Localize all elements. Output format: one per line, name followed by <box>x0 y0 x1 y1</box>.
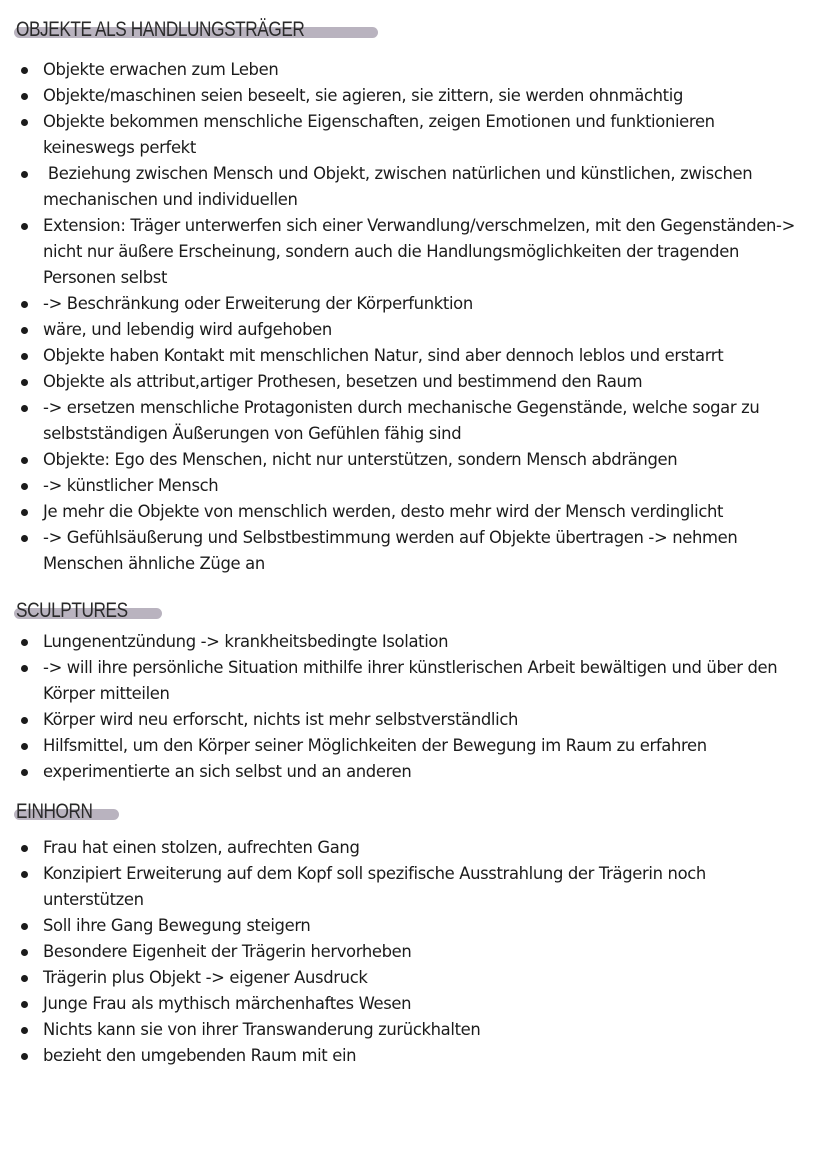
list-item-text: Frau hat einen stolzen, aufrechten Gang <box>43 838 360 857</box>
bullet-icon <box>21 119 28 126</box>
list-item <box>0 213 828 291</box>
bullet-icon <box>21 1001 28 1008</box>
list-item <box>0 395 828 447</box>
list-item <box>0 473 828 499</box>
list-item <box>0 655 828 707</box>
bullet-icon <box>21 171 28 178</box>
list-item-text: Körper wird neu erforscht, nichts ist mehr selbstverständlich <box>43 710 519 729</box>
list-item-text: Beziehung zwischen Mensch und Objekt, zwischen natürlichen und künstlichen, zwischen mechanischen und individuellen <box>43 164 758 209</box>
bullet-icon <box>21 535 28 542</box>
list-item <box>0 991 828 1017</box>
bullet-icon <box>21 975 28 982</box>
bullet-icon <box>21 379 28 386</box>
list-item <box>0 317 828 343</box>
section-heading <box>16 596 152 626</box>
bullet-icon <box>21 639 28 646</box>
bullet-icon <box>21 949 28 956</box>
bullet-icon <box>21 405 28 412</box>
bullet-list <box>0 57 828 577</box>
list-item <box>0 965 828 991</box>
list-item <box>0 1043 828 1069</box>
list-item <box>0 939 828 965</box>
bullet-icon <box>21 743 28 750</box>
list-item-text: Objekte/maschinen seien beseelt, sie agieren, sie zittern, sie werden ohnmächtig <box>43 86 683 105</box>
list-item-text: wäre, und lebendig wird aufgehoben <box>43 320 332 339</box>
bullet-icon <box>21 665 28 672</box>
section-einhorn <box>0 797 828 1069</box>
section-heading-text: EINHORN <box>16 800 93 823</box>
list-item <box>0 161 828 213</box>
list-item <box>0 707 828 733</box>
list-item-text: Besondere Eigenheit der Trägerin hervorheben <box>43 942 412 961</box>
bullet-list <box>0 629 828 785</box>
list-item-text: Objekte: Ego des Menschen, nicht nur unterstützen, sondern Mensch abdrängen <box>43 450 678 469</box>
list-item-text: Konzipiert Erweiterung auf dem Kopf soll spezifische Ausstrahlung der Trägerin noch unterstützen <box>43 864 706 909</box>
bullet-icon <box>21 509 28 516</box>
bullet-icon <box>21 923 28 930</box>
list-item-text: Extension: Träger unterwerfen sich einer Verwandlung/verschmelzen, mit den Gegenständen-> nicht nur äußere Erscheinung, sondern auch die Handlungsmöglichkeiten der tragenden Personen selbst <box>43 216 795 287</box>
list-item-text: Trägerin plus Objekt -> eigener Ausdruck <box>43 968 368 987</box>
bullet-icon <box>21 67 28 74</box>
bullet-icon <box>21 871 28 878</box>
list-item-text: -> ersetzen menschliche Protagonisten durch mechanische Gegenstände, welche sogar zu selbstständigen Äußerungen von Gefühlen fähig sind <box>43 398 760 443</box>
list-item <box>0 109 828 161</box>
list-item-text: Nichts kann sie von ihrer Transwanderung zurückhalten <box>43 1020 481 1039</box>
section-heading-text: SCULPTURES <box>16 599 128 622</box>
list-item-text: Objekte als attribut,artiger Prothesen, besetzen und bestimmend den Raum <box>43 372 643 391</box>
list-item <box>0 629 828 655</box>
section-sculptures <box>0 596 828 785</box>
list-item <box>0 835 828 861</box>
list-item-text: -> will ihre persönliche Situation mithilfe ihrer künstlerischen Arbeit bewältigen und über den Körper mitteilen <box>43 658 778 703</box>
bullet-list <box>0 835 828 1069</box>
list-item-text: Junge Frau als mythisch märchenhaftes Wesen <box>43 994 412 1013</box>
list-item-text: experimentierte an sich selbst und an anderen <box>43 762 412 781</box>
list-item-text: Je mehr die Objekte von menschlich werden, desto mehr wird der Mensch verdinglicht <box>43 502 724 521</box>
list-item-text: Objekte haben Kontakt mit menschlichen Natur, sind aber dennoch leblos und erstarrt <box>43 346 724 365</box>
bullet-icon <box>21 327 28 334</box>
list-item <box>0 369 828 395</box>
list-item <box>0 499 828 525</box>
section-heading <box>16 797 109 827</box>
bullet-icon <box>21 223 28 230</box>
bullet-icon <box>21 717 28 724</box>
bullet-icon <box>21 845 28 852</box>
list-item <box>0 525 828 577</box>
list-item <box>0 733 828 759</box>
list-item-text: Objekte erwachen zum Leben <box>43 60 279 79</box>
bullet-icon <box>21 301 28 308</box>
bullet-icon <box>21 93 28 100</box>
list-item <box>0 1017 828 1043</box>
bullet-icon <box>21 769 28 776</box>
list-item-text: bezieht den umgebenden Raum mit ein <box>43 1046 357 1065</box>
list-item-text: Soll ihre Gang Bewegung steigern <box>43 916 311 935</box>
list-item <box>0 447 828 473</box>
list-item-text: Lungenentzündung -> krankheitsbedingte Isolation <box>43 632 449 651</box>
list-item <box>0 861 828 913</box>
list-item-text: -> Gefühlsäußerung und Selbstbestimmung werden auf Objekte übertragen -> nehmen Menschen ähnliche Züge an <box>43 528 738 573</box>
section-heading <box>16 15 368 45</box>
list-item <box>0 343 828 369</box>
list-item-text: Hilfsmittel, um den Körper seiner Möglichkeiten der Bewegung im Raum zu erfahren <box>43 736 707 755</box>
section-objekte-als-handlungstraeger <box>0 15 828 577</box>
list-item <box>0 83 828 109</box>
list-item <box>0 913 828 939</box>
bullet-icon <box>21 1027 28 1034</box>
list-item <box>0 291 828 317</box>
list-item-text: -> künstlicher Mensch <box>43 476 219 495</box>
bullet-icon <box>21 483 28 490</box>
list-item-text: Objekte bekommen menschliche Eigenschaften, zeigen Emotionen und funktionieren keineswegs perfekt <box>43 112 715 157</box>
section-heading-text: OBJEKTE ALS HANDLUNGSTRÄGER <box>16 18 305 41</box>
list-item <box>0 759 828 785</box>
bullet-icon <box>21 1053 28 1060</box>
bullet-icon <box>21 457 28 464</box>
bullet-icon <box>21 353 28 360</box>
list-item <box>0 57 828 83</box>
list-item-text: -> Beschränkung oder Erweiterung der Körperfunktion <box>43 294 473 313</box>
